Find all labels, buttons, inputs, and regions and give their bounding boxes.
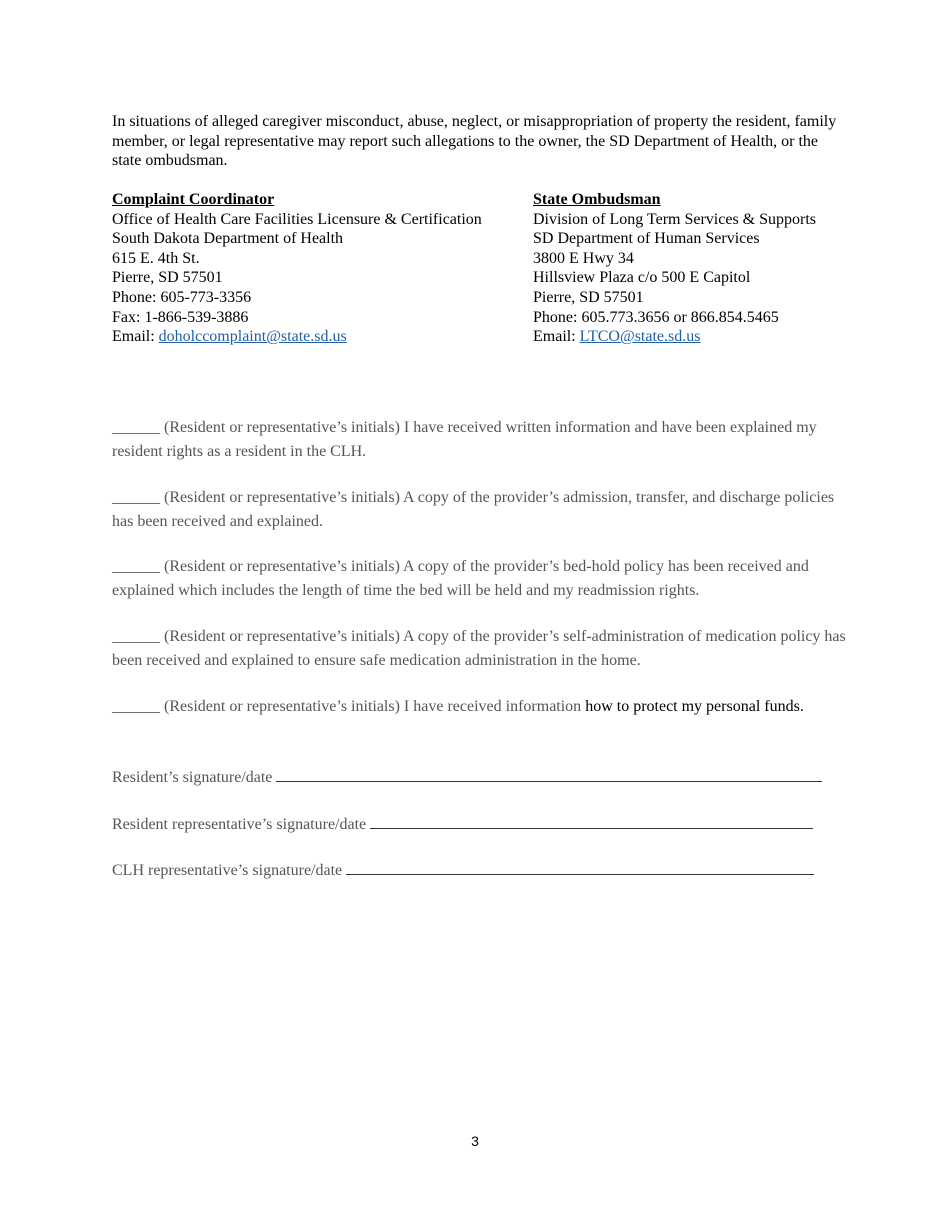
fax-line: Fax: 1-866-539-3886 bbox=[112, 308, 249, 326]
complaint-coordinator-block bbox=[112, 190, 527, 347]
address-line: 615 E. 4th St. bbox=[112, 249, 200, 267]
intro-paragraph: In situations of alleged caregiver misconduct, abuse, neglect, or misappropriation of property the resident, family member, or legal representative may report such allegations to the owner, the SD Department of Health, or the state ombudsman. bbox=[112, 113, 837, 169]
state-ombudsman-heading: State Ombudsman bbox=[533, 191, 661, 208]
address-line: South Dakota Department of Health bbox=[112, 230, 344, 248]
signature-label: Resident representative’s signature/date bbox=[112, 816, 367, 833]
address-line: Pierre, SD 57501 bbox=[533, 288, 644, 306]
acknowledgement-resident-rights: ______ (Resident or representative’s initials) I have received written information and have been explained my resident rights as a resident in the CLH. bbox=[112, 419, 817, 460]
email-line bbox=[112, 327, 527, 347]
address-line: Office of Health Care Facilities Licensure & Certification bbox=[112, 210, 482, 228]
clh-representative-signature-line[interactable] bbox=[112, 860, 814, 881]
complaint-coordinator-heading: Complaint Coordinator bbox=[112, 191, 275, 208]
signature-label: Resident’s signature/date bbox=[112, 769, 273, 786]
acknowledgement-emphasis: how to protect my personal funds. bbox=[585, 698, 804, 715]
signature-blank[interactable] bbox=[346, 860, 814, 875]
address-line: 3800 E Hwy 34 bbox=[533, 249, 634, 267]
resident-representative-signature-line[interactable] bbox=[112, 814, 813, 835]
ombudsman-email-link[interactable]: LTCO@state.sd.us bbox=[579, 328, 701, 346]
email-label: Email: bbox=[112, 328, 159, 346]
signature-blank[interactable] bbox=[370, 814, 813, 829]
signature-blank[interactable] bbox=[276, 767, 822, 782]
address-line: Pierre, SD 57501 bbox=[112, 269, 223, 287]
acknowledgement-bed-hold-policy: ______ (Resident or representative’s initials) A copy of the provider’s bed-hold policy has been received and explained which includes the length of time the bed will be held and my readmission rights. bbox=[112, 558, 809, 599]
email-line bbox=[533, 327, 853, 347]
resident-signature-line[interactable] bbox=[112, 767, 822, 788]
signature-label: CLH representative’s signature/date bbox=[112, 862, 343, 879]
page-number: 3 bbox=[471, 1133, 479, 1149]
address-line: Division of Long Term Services & Supports bbox=[533, 210, 817, 228]
acknowledgement-admission-policies: ______ (Resident or representative’s initials) A copy of the provider’s admission, transfer, and discharge policies has been received and explained. bbox=[112, 489, 835, 530]
email-label: Email: bbox=[533, 328, 580, 346]
address-line: Hillsview Plaza c/o 500 E Capitol bbox=[533, 269, 751, 287]
address-line: SD Department of Human Services bbox=[533, 230, 760, 248]
phone-line: Phone: 605-773-3356 bbox=[112, 288, 252, 306]
acknowledgement-medication-policy: ______ (Resident or representative’s initials) A copy of the provider’s self-administration of medication policy has been received and explained to ensure safe medication administration in the home. bbox=[112, 628, 846, 669]
complaint-email-link[interactable]: doholccomplaint@state.sd.us bbox=[158, 328, 347, 346]
phone-line: Phone: 605.773.3656 or 866.854.5465 bbox=[533, 308, 779, 326]
acknowledgement-text: ______ (Resident or representative’s initials) I have received information bbox=[112, 698, 586, 715]
acknowledgement-personal-funds bbox=[112, 695, 852, 719]
state-ombudsman-block bbox=[533, 190, 853, 347]
